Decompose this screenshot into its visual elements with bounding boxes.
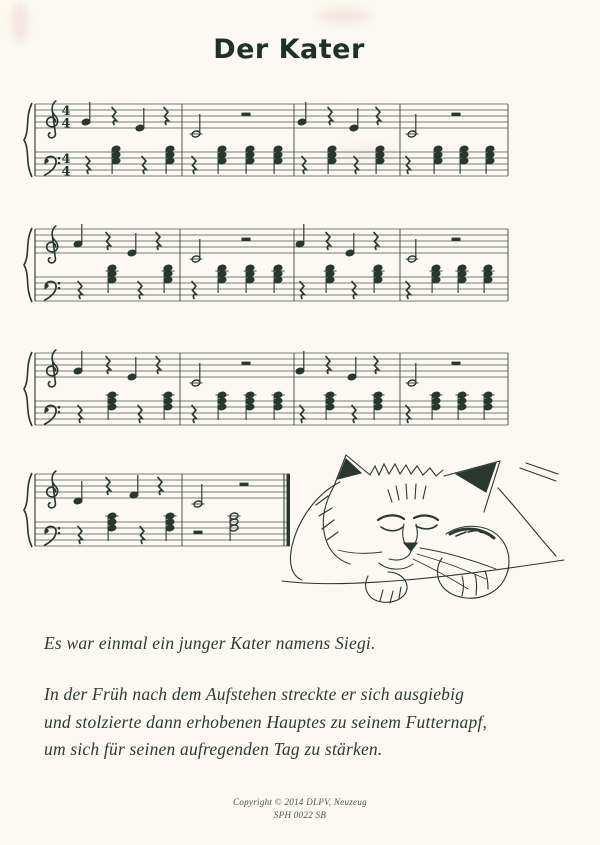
svg-text:4: 4 (61, 104, 71, 119)
brace (24, 473, 32, 547)
grand-staff-system (24, 350, 508, 426)
story-line: und stolzierte dann erhobenen Hauptes zu seinem Futternapf, (44, 711, 488, 732)
cat-head-fluff (370, 464, 443, 476)
page-title: Der Kater (213, 34, 365, 65)
cat-eye-left-closed (381, 527, 403, 531)
svg-text:4: 4 (61, 152, 71, 167)
story-sentence: Es war einmal ein junger Kater namens Siegi. (44, 633, 376, 653)
cat-paw-right (438, 526, 509, 598)
cat-ear-left-tip (338, 459, 361, 479)
brace (24, 352, 32, 426)
story-line: um sich für seinen aufregenden Tag zu stärken. (44, 739, 383, 759)
copyright-line: Copyright © 2014 DLPV, Neuzeug (233, 797, 367, 807)
brace (24, 103, 32, 177)
cat-nose (404, 543, 417, 551)
cat-eye-right-closed (416, 525, 437, 529)
brace (24, 228, 32, 302)
cat-brow-left (378, 515, 404, 520)
cat-brow-right (414, 516, 438, 520)
svg-text:4: 4 (61, 164, 71, 180)
grand-staff-system (24, 224, 508, 302)
sketch-stroke (520, 463, 558, 481)
grand-staff-system (24, 101, 508, 180)
grand-staff-system (24, 471, 290, 547)
cat-forehead-fur (388, 484, 426, 502)
cat-body-left (290, 482, 340, 580)
cat-paw-right-toes (462, 571, 488, 596)
cat-mouth (389, 551, 411, 560)
cat-paw-left-toes (380, 587, 401, 603)
treble-clef (47, 101, 58, 138)
sleeping-kitten-illustration (276, 448, 570, 630)
footer (0, 796, 600, 822)
cat-chin (379, 563, 413, 569)
catalog-number: SPH 0022 SB (273, 810, 327, 820)
treble-clef (47, 226, 58, 263)
story-line: In der Früh nach dem Aufstehen streckte er sich ausgiebig (44, 684, 465, 704)
cat-nose-bridge (403, 524, 418, 543)
treble-clef (47, 471, 58, 508)
svg-text:4: 4 (61, 116, 71, 132)
story-paragraph (44, 681, 584, 764)
treble-clef (47, 350, 58, 387)
cat-back-line (498, 488, 556, 556)
